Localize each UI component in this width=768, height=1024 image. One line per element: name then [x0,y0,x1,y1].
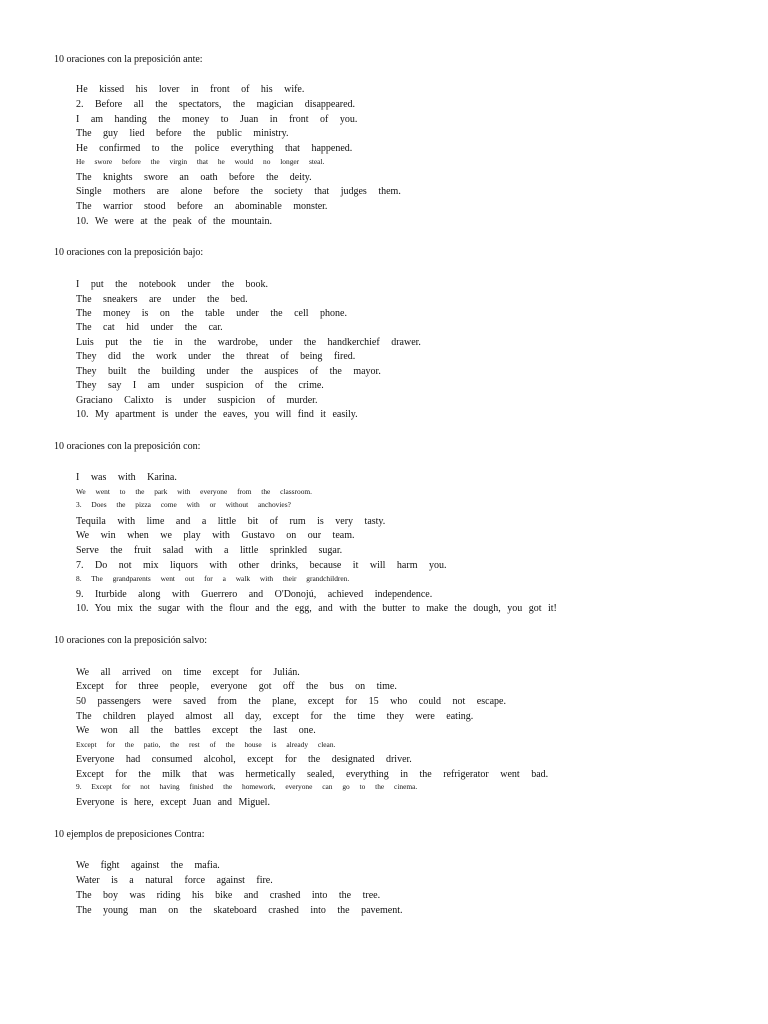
sentence-line: They built the building under the auspices of the mayor. [76,366,381,377]
sentence-line: He kissed his lover in front of his wife. [76,84,305,95]
sentence-line: The young man on the skateboard crashed into the pavement. [76,905,403,916]
sentence-line: Single mothers are alone before the society that judges them. [76,186,401,197]
sentence-line: He confirmed to the police everything that happened. [76,143,353,154]
sentence-line: 9. Except for not having finished the homework, everyone can go to the cinema. [76,782,418,791]
sentence-line: Except for the milk that was hermetically sealed, everything in the refrigerator went bad. [76,769,549,780]
sentence-line: The cat hid under the car. [76,322,223,333]
sentence-line: The money is on the table under the cell phone. [76,308,347,319]
sentence-line: I put the notebook under the book. [76,279,269,290]
sentence-line: 10. We were at the peak of the mountain. [76,216,272,227]
section-heading-bajo: 10 oraciones con la preposición bajo: [54,247,204,258]
section-heading-salvo: 10 oraciones con la preposición salvo: [54,635,208,646]
sentence-line: 9. Iturbide along with Guerrero and O'Donojú, achieved independence. [76,589,433,600]
sentence-line: The children played almost all day, except for the time they were eating. [76,711,474,722]
sentence-line: They say I am under suspicion of the crime. [76,380,324,391]
sentence-line: The warrior stood before an abominable monster. [76,201,328,212]
sentence-line: 8. The grandparents went out for a walk with their grandchildren. [76,574,350,583]
sentence-line: They did the work under the threat of being fired. [76,351,356,362]
sentence-line: 3. Does the pizza come with or without anchovies? [76,500,291,509]
sentence-line: 50 passengers were saved from the plane, except for 15 who could not escape. [76,696,506,707]
section-heading-con: 10 oraciones con la preposición con: [54,441,201,452]
sentence-line: The guy lied before the public ministry. [76,128,289,139]
sentence-line: 7. Do not mix liquors with other drinks, because it will harm you. [76,560,447,571]
section-heading-contra: 10 ejemplos de preposiciones Contra: [54,829,205,840]
sentence-line: 10. My apartment is under the eaves, you will find it easily. [76,409,358,420]
sentence-line: I was with Karina. [76,472,177,483]
sentence-line: We all arrived on time except for Julián. [76,667,300,678]
sentence-line: The knights swore an oath before the deity. [76,172,312,183]
sentence-line: 10. You mix the sugar with the flour and the egg, and with the butter to make the dough, you got it! [76,603,557,614]
sentence-line: Graciano Calixto is under suspicion of murder. [76,395,318,406]
sentence-line: We fight against the mafia. [76,860,220,871]
sentence-line: Serve the fruit salad with a little sprinkled sugar. [76,545,343,556]
sentence-line: 2. Before all the spectators, the magician disappeared. [76,99,356,110]
sentence-line: We win when we play with Gustavo on our team. [76,530,355,541]
sentence-line: Luis put the tie in the wardrobe, under the handkerchief drawer. [76,337,421,348]
sentence-line: The boy was riding his bike and crashed into the tree. [76,890,381,901]
sentence-line: We went to the park with everyone from the classroom. [76,487,313,496]
sentence-line: Everyone is here, except Juan and Miguel. [76,797,270,808]
sentence-line: Except for three people, everyone got off the bus on time. [76,681,397,692]
sentence-line: We won all the battles except the last one. [76,725,316,736]
sentence-line: Everyone had consumed alcohol, except for the designated driver. [76,754,412,765]
sentence-line: Water is a natural force against fire. [76,875,273,886]
sentence-line: He swore before the virgin that he would no longer steal. [76,157,325,166]
sentence-line: The sneakers are under the bed. [76,294,248,305]
sentence-line: Tequila with lime and a little bit of rum is very tasty. [76,516,386,527]
sentence-line: I am handing the money to Juan in front of you. [76,114,358,125]
section-heading-ante: 10 oraciones con la preposición ante: [54,54,203,65]
sentence-line: Except for the patio, the rest of the house is already clean. [76,740,336,749]
